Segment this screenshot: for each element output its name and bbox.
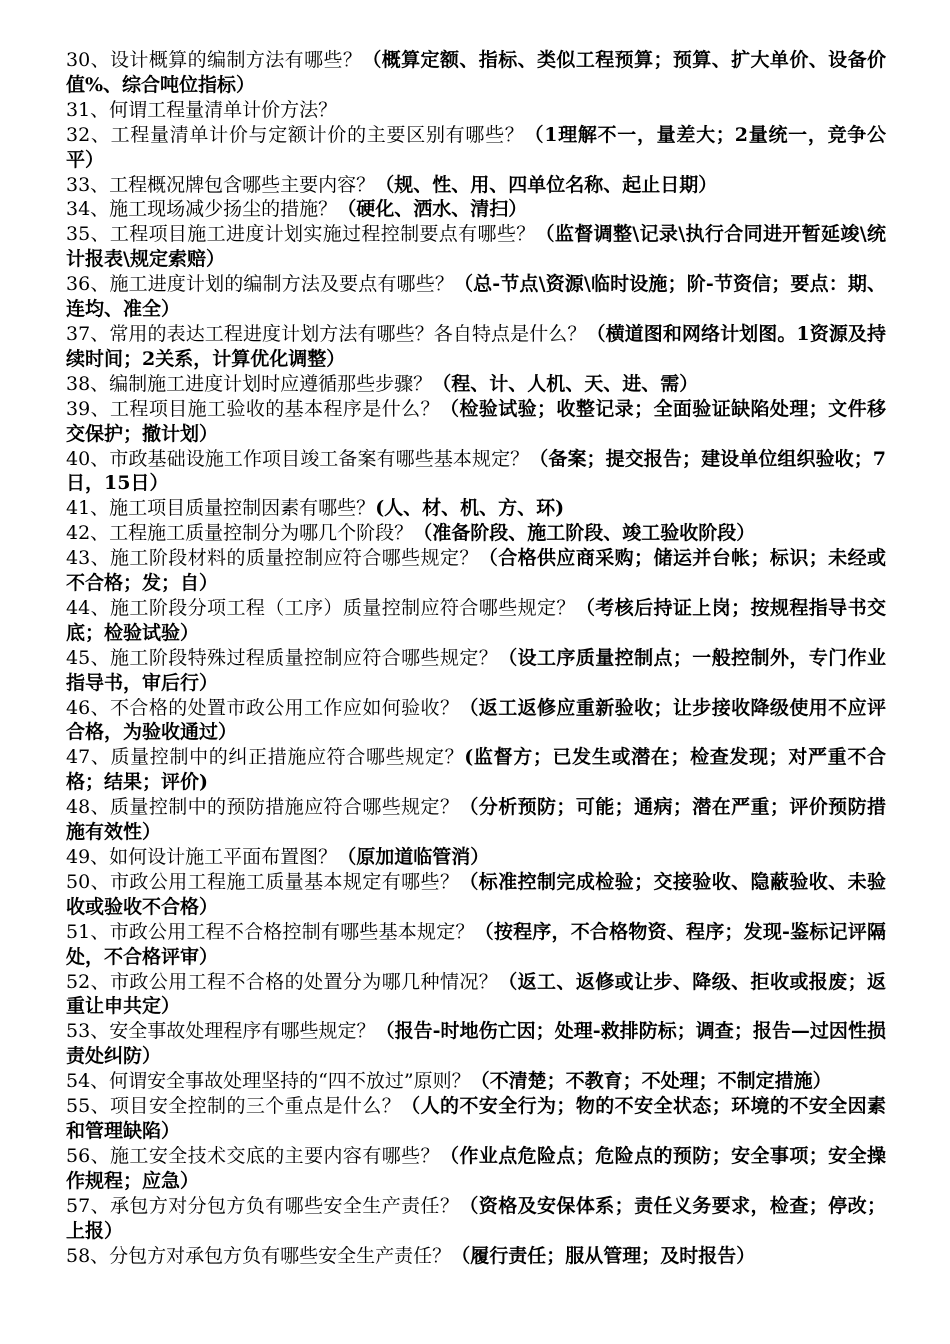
answer-text: （资格及安保体系；责任义务要求，检查；停改；上报） xyxy=(66,1194,886,1242)
qa-item-55 xyxy=(66,1094,886,1144)
answer-text: （标准控制完成检验；交接验收、隐蔽验收、未验收或验收不合格） xyxy=(66,870,886,918)
question-text: 34、施工现场减少扬尘的措施？ xyxy=(66,198,338,221)
answer-text: （作业点危险点；危险点的预防；安全事项；安全操作规程；应急） xyxy=(66,1144,886,1192)
answer-text: （总-节点\资源\临时设施；阶-节资信；要点：期、连均、准全） xyxy=(66,273,886,321)
answer-text: （履行责任；服从管理；及时报告） xyxy=(451,1244,756,1267)
answer-text: （监督调整\记录\执行合同进开暂延竣\统计报表\规定索赔） xyxy=(66,223,886,271)
answer-text: （规、性、用、四单位名称、起止日期） xyxy=(375,173,718,196)
qa-item-40 xyxy=(66,447,886,497)
question-text: 33、工程概况牌包含哪些主要内容？ xyxy=(66,173,376,196)
answer-text: （准备阶段、施工阶段、竣工验收阶段） xyxy=(413,522,756,545)
qa-item-51 xyxy=(66,920,886,970)
answer-text: （1理解不一，量差大；2量统一，竞争公平） xyxy=(66,123,886,171)
question-text: 37、常用的表达工程进度计划方法有哪些？各自特点是什么？ xyxy=(66,322,587,345)
question-text: 58、分包方对承包方负有哪些安全生产责任？ xyxy=(66,1244,452,1267)
answer-text: （分析预防；可能；通病；潜在严重；评价预防措施有效性） xyxy=(66,796,886,844)
answer-text: （设工序质量控制点；一般控制外，专门作业指导书，审后行） xyxy=(66,646,886,694)
answer-text: (人、材、机、方、环) xyxy=(375,497,565,520)
qa-item-38 xyxy=(66,372,886,397)
question-text: 54、何谓安全事故处理坚持的“四不放过”原则？ xyxy=(66,1070,471,1093)
qa-item-50 xyxy=(66,870,886,920)
answer-text: （不清楚；不教育；不处理；不制定措施） xyxy=(470,1070,832,1093)
question-text: 52、市政公用工程不合格的处置分为哪几种情况？ xyxy=(66,970,499,993)
answer-text: （返工、返修或让步、降级、拒收或报废；返重让申共定） xyxy=(66,970,886,1018)
qa-item-35 xyxy=(66,222,886,272)
answer-text: （程、计、人机、天、进、需） xyxy=(432,372,699,395)
answer-text: （检验试验；收整记录；全面验证缺陷处理；文件移交保护；撤计划） xyxy=(66,397,886,445)
qa-item-56 xyxy=(66,1144,886,1194)
answer-text: （报告-时地伤亡因；处理-救排防标；调查；报告—过因性损责处纠防） xyxy=(66,1020,886,1068)
question-text: 43、施工阶段材料的质量控制应符合哪些规定？ xyxy=(66,547,479,570)
qa-item-37 xyxy=(66,322,886,372)
qa-item-47 xyxy=(66,745,886,795)
question-text: 49、如何设计施工平面布置图？ xyxy=(66,846,338,868)
qa-item-46 xyxy=(66,696,886,746)
question-text: 51、市政公用工程不合格控制有哪些基本规定？ xyxy=(66,920,475,943)
qa-item-39 xyxy=(66,397,886,447)
qa-item-54 xyxy=(66,1069,886,1094)
qa-item-36 xyxy=(66,272,886,322)
qa-item-48 xyxy=(66,795,886,845)
question-text: 53、安全事故处理程序有哪些规定？ xyxy=(66,1020,376,1043)
qa-item-41 xyxy=(66,496,886,521)
qa-item-53 xyxy=(66,1019,886,1069)
question-text: 48、质量控制中的预防措施应符合哪些规定？ xyxy=(66,796,460,819)
qa-item-42 xyxy=(66,521,886,546)
answer-text: （横道图和网络计划图。1资源及持续时间；2关系，计算优化调整） xyxy=(66,322,886,370)
qa-item-49 xyxy=(66,845,886,870)
qa-item-58 xyxy=(66,1244,886,1269)
question-text: 46、不合格的处置市政公用工作应如何验收？ xyxy=(66,696,460,719)
question-text: 41、施工项目质量控制因素有哪些？ xyxy=(66,497,376,520)
question-text: 56、施工安全技术交底的主要内容有哪些？ xyxy=(66,1144,440,1167)
qa-item-30 xyxy=(66,48,886,98)
question-text: 42、工程施工质量控制分为哪几个阶段？ xyxy=(66,522,414,545)
question-text: 31、何谓工程量清单计价方法？ xyxy=(66,98,338,121)
question-text: 30、设计概算的编制方法有哪些？ xyxy=(66,49,363,71)
answer-text: （按程序，不合格物资、程序；发现-鉴标记评隔处，不合格评审） xyxy=(66,920,886,968)
question-text: 44、施工阶段分项工程（工序）质量控制应符合哪些规定？ xyxy=(66,596,576,619)
qa-item-43 xyxy=(66,546,886,596)
answer-text: （概算定额、指标、类似工程预算；预算、扩大单价、设备价值%、综合吨位指标） xyxy=(66,49,886,96)
question-text: 45、施工阶段特殊过程质量控制应符合哪些规定？ xyxy=(66,646,499,669)
question-text: 32、工程量清单计价与定额计价的主要区别有哪些？ xyxy=(66,123,525,146)
qa-item-31 xyxy=(66,98,886,123)
qa-item-44 xyxy=(66,596,886,646)
qa-item-34 xyxy=(66,197,886,222)
question-text: 57、承包方对分包方负有哪些安全生产责任？ xyxy=(66,1194,460,1217)
answer-text: (监督方；已发生或潜在；检查发现；对严重不合格；结果；评价) xyxy=(66,746,886,794)
answer-text: （原加道临管消） xyxy=(337,846,490,868)
question-text: 55、项目安全控制的三个重点是什么？ xyxy=(66,1095,402,1118)
question-text: 35、工程项目施工进度计划实施过程控制要点有哪些？ xyxy=(66,223,536,246)
question-text: 38、编制施工进度计划时应遵循那些步骤？ xyxy=(66,372,433,395)
document-page xyxy=(66,48,886,1268)
answer-text: （人的不安全行为；物的不安全状态；环境的不安全因素和管理缺陷） xyxy=(66,1095,886,1142)
answer-text: （合格供应商采购；储运并台帐；标识；未经或不合格；发；自） xyxy=(66,547,886,595)
qa-item-32 xyxy=(66,123,886,173)
question-text: 47、质量控制中的纠正措施应符合哪些规定？ xyxy=(66,746,465,769)
answer-text: （考核后持证上岗；按规程指导书交底；检验试验） xyxy=(66,596,886,644)
question-text: 36、施工进度计划的编制方法及要点有哪些？ xyxy=(66,273,454,296)
qa-item-33 xyxy=(66,173,886,198)
question-text: 39、工程项目施工验收的基本程序是什么？ xyxy=(66,397,440,420)
question-text: 50、市政公用工程施工质量基本规定有哪些？ xyxy=(66,870,460,893)
answer-text: （硬化、洒水、清扫） xyxy=(337,198,528,221)
qa-item-52 xyxy=(66,970,886,1020)
qa-item-45 xyxy=(66,646,886,696)
answer-text: （返工返修应重新验收；让步接收降级使用不应评合格，为验收通过） xyxy=(66,696,886,744)
answer-text: （备案；提交报告；建设单位组织验收；7日，15日） xyxy=(66,447,886,495)
question-text: 40、市政基础设施工作项目竣工备案有哪些基本规定？ xyxy=(66,447,530,470)
qa-item-57 xyxy=(66,1194,886,1244)
